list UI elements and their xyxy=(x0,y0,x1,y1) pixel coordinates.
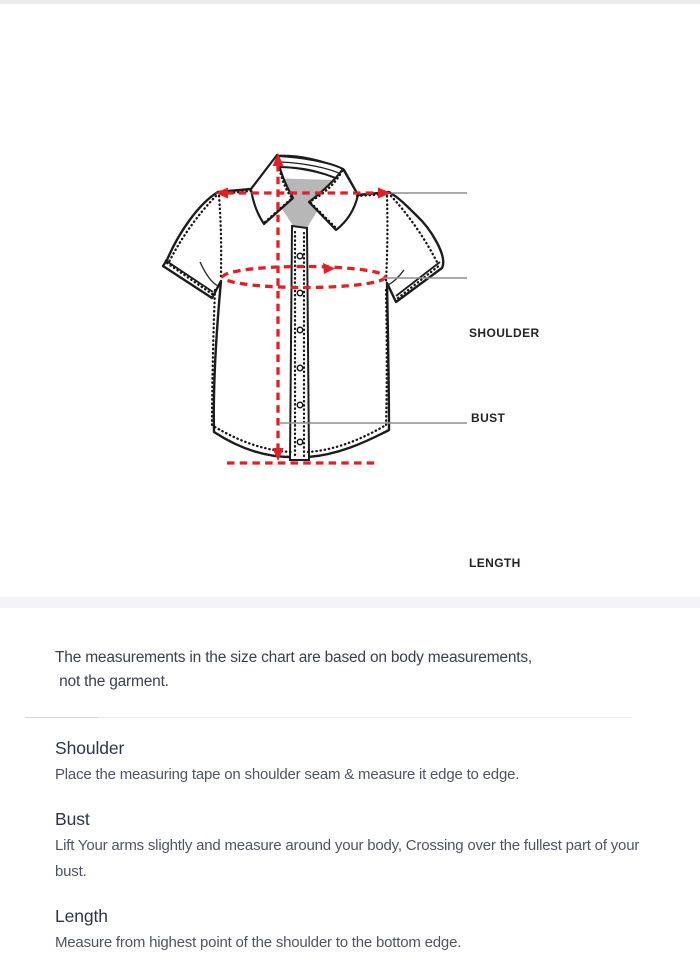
shoulder-label: SHOULDER xyxy=(469,326,540,340)
horizontal-rule-dark-segment xyxy=(25,717,98,718)
section-divider-bar xyxy=(0,597,700,608)
size-chart-note xyxy=(55,646,615,694)
section-title-length: Length xyxy=(55,906,108,926)
top-page-edge-bar xyxy=(0,0,700,4)
section-title-bust: Bust xyxy=(55,809,90,829)
section-description-shoulder: Place the measuring tape on shoulder seam & measure it edge to edge. xyxy=(55,766,520,783)
section-description-length: Measure from highest point of the shoulder to the bottom edge. xyxy=(55,934,462,951)
button-placket xyxy=(290,226,309,460)
shirt-illustration xyxy=(0,140,700,485)
section-title-shoulder: Shoulder xyxy=(55,738,125,758)
shirt-measurement-diagram xyxy=(0,140,700,570)
section-shoulder xyxy=(55,737,655,788)
bust-label: BUST xyxy=(471,411,506,425)
length-label: LENGTH xyxy=(469,556,521,570)
section-length xyxy=(55,905,655,956)
note-line-2: not the garment. xyxy=(55,673,169,690)
section-bust xyxy=(55,808,655,885)
horizontal-rule xyxy=(25,717,632,718)
measurement-instructions xyxy=(55,737,655,976)
section-description-bust: Lift Your arms slightly and measure around your body, Crossing over the fullest part of your bust. xyxy=(55,837,640,880)
note-line-1: The measurements in the size chart are based on body measurements, xyxy=(55,649,533,666)
